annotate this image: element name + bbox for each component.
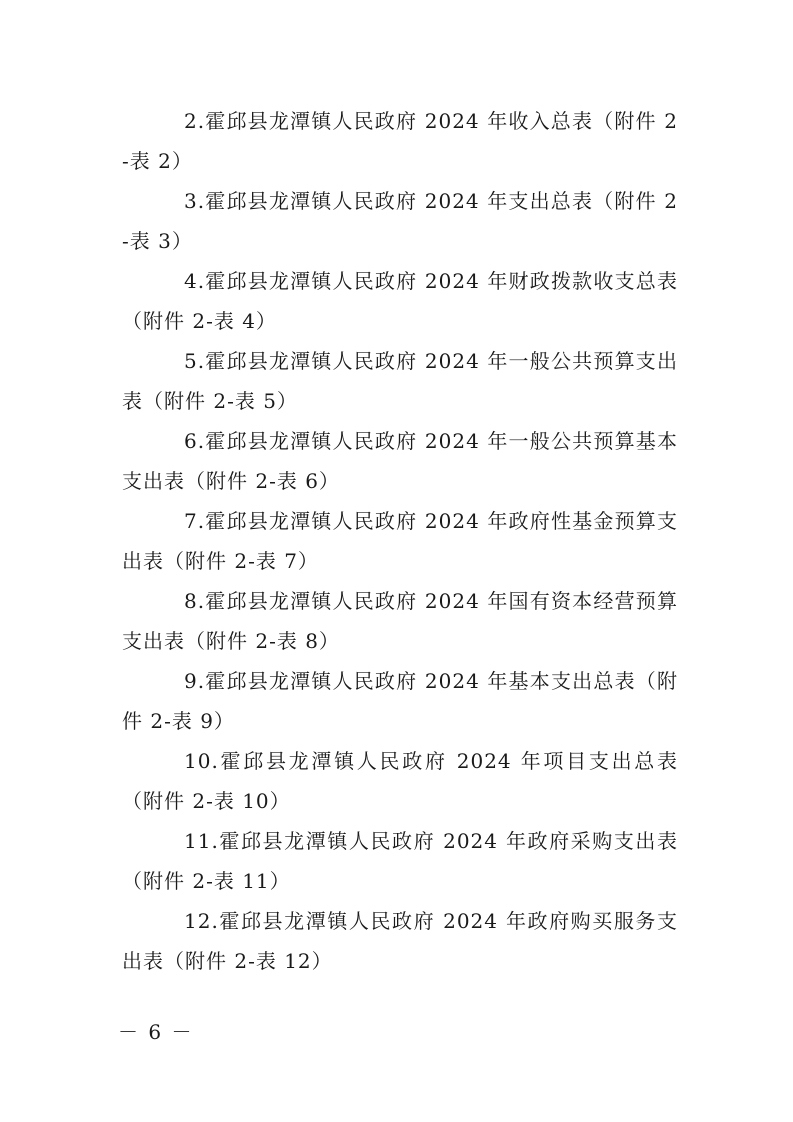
list-item: 10.霍邱县龙潭镇人民政府 2024 年项目支出总表（附件 2-表 10） xyxy=(122,749,678,813)
attachment-list xyxy=(122,101,678,981)
list-item: 4.霍邱县龙潭镇人民政府 2024 年财政拨款收支总表（附件 2-表 4） xyxy=(122,269,678,333)
list-item: 6.霍邱县龙潭镇人民政府 2024 年一般公共预算基本支出表（附件 2-表 6） xyxy=(122,429,678,493)
list-item: 8.霍邱县龙潭镇人民政府 2024 年国有资本经营预算支出表（附件 2-表 8） xyxy=(122,589,678,653)
list-item: 2.霍邱县龙潭镇人民政府 2024 年收入总表（附件 2-表 2） xyxy=(122,109,678,173)
page-number: － 6 － xyxy=(118,1020,194,1044)
list-item: 3.霍邱县龙潭镇人民政府 2024 年支出总表（附件 2-表 3） xyxy=(122,189,678,253)
list-item: 9.霍邱县龙潭镇人民政府 2024 年基本支出总表（附件 2-表 9） xyxy=(122,669,678,733)
list-item: 5.霍邱县龙潭镇人民政府 2024 年一般公共预算支出表（附件 2-表 5） xyxy=(122,349,678,413)
list-item: 7.霍邱县龙潭镇人民政府 2024 年政府性基金预算支出表（附件 2-表 7） xyxy=(122,509,678,573)
list-item: 12.霍邱县龙潭镇人民政府 2024 年政府购买服务支出表（附件 2-表 12） xyxy=(122,909,678,973)
list-item: 11.霍邱县龙潭镇人民政府 2024 年政府采购支出表（附件 2-表 11） xyxy=(122,829,678,893)
